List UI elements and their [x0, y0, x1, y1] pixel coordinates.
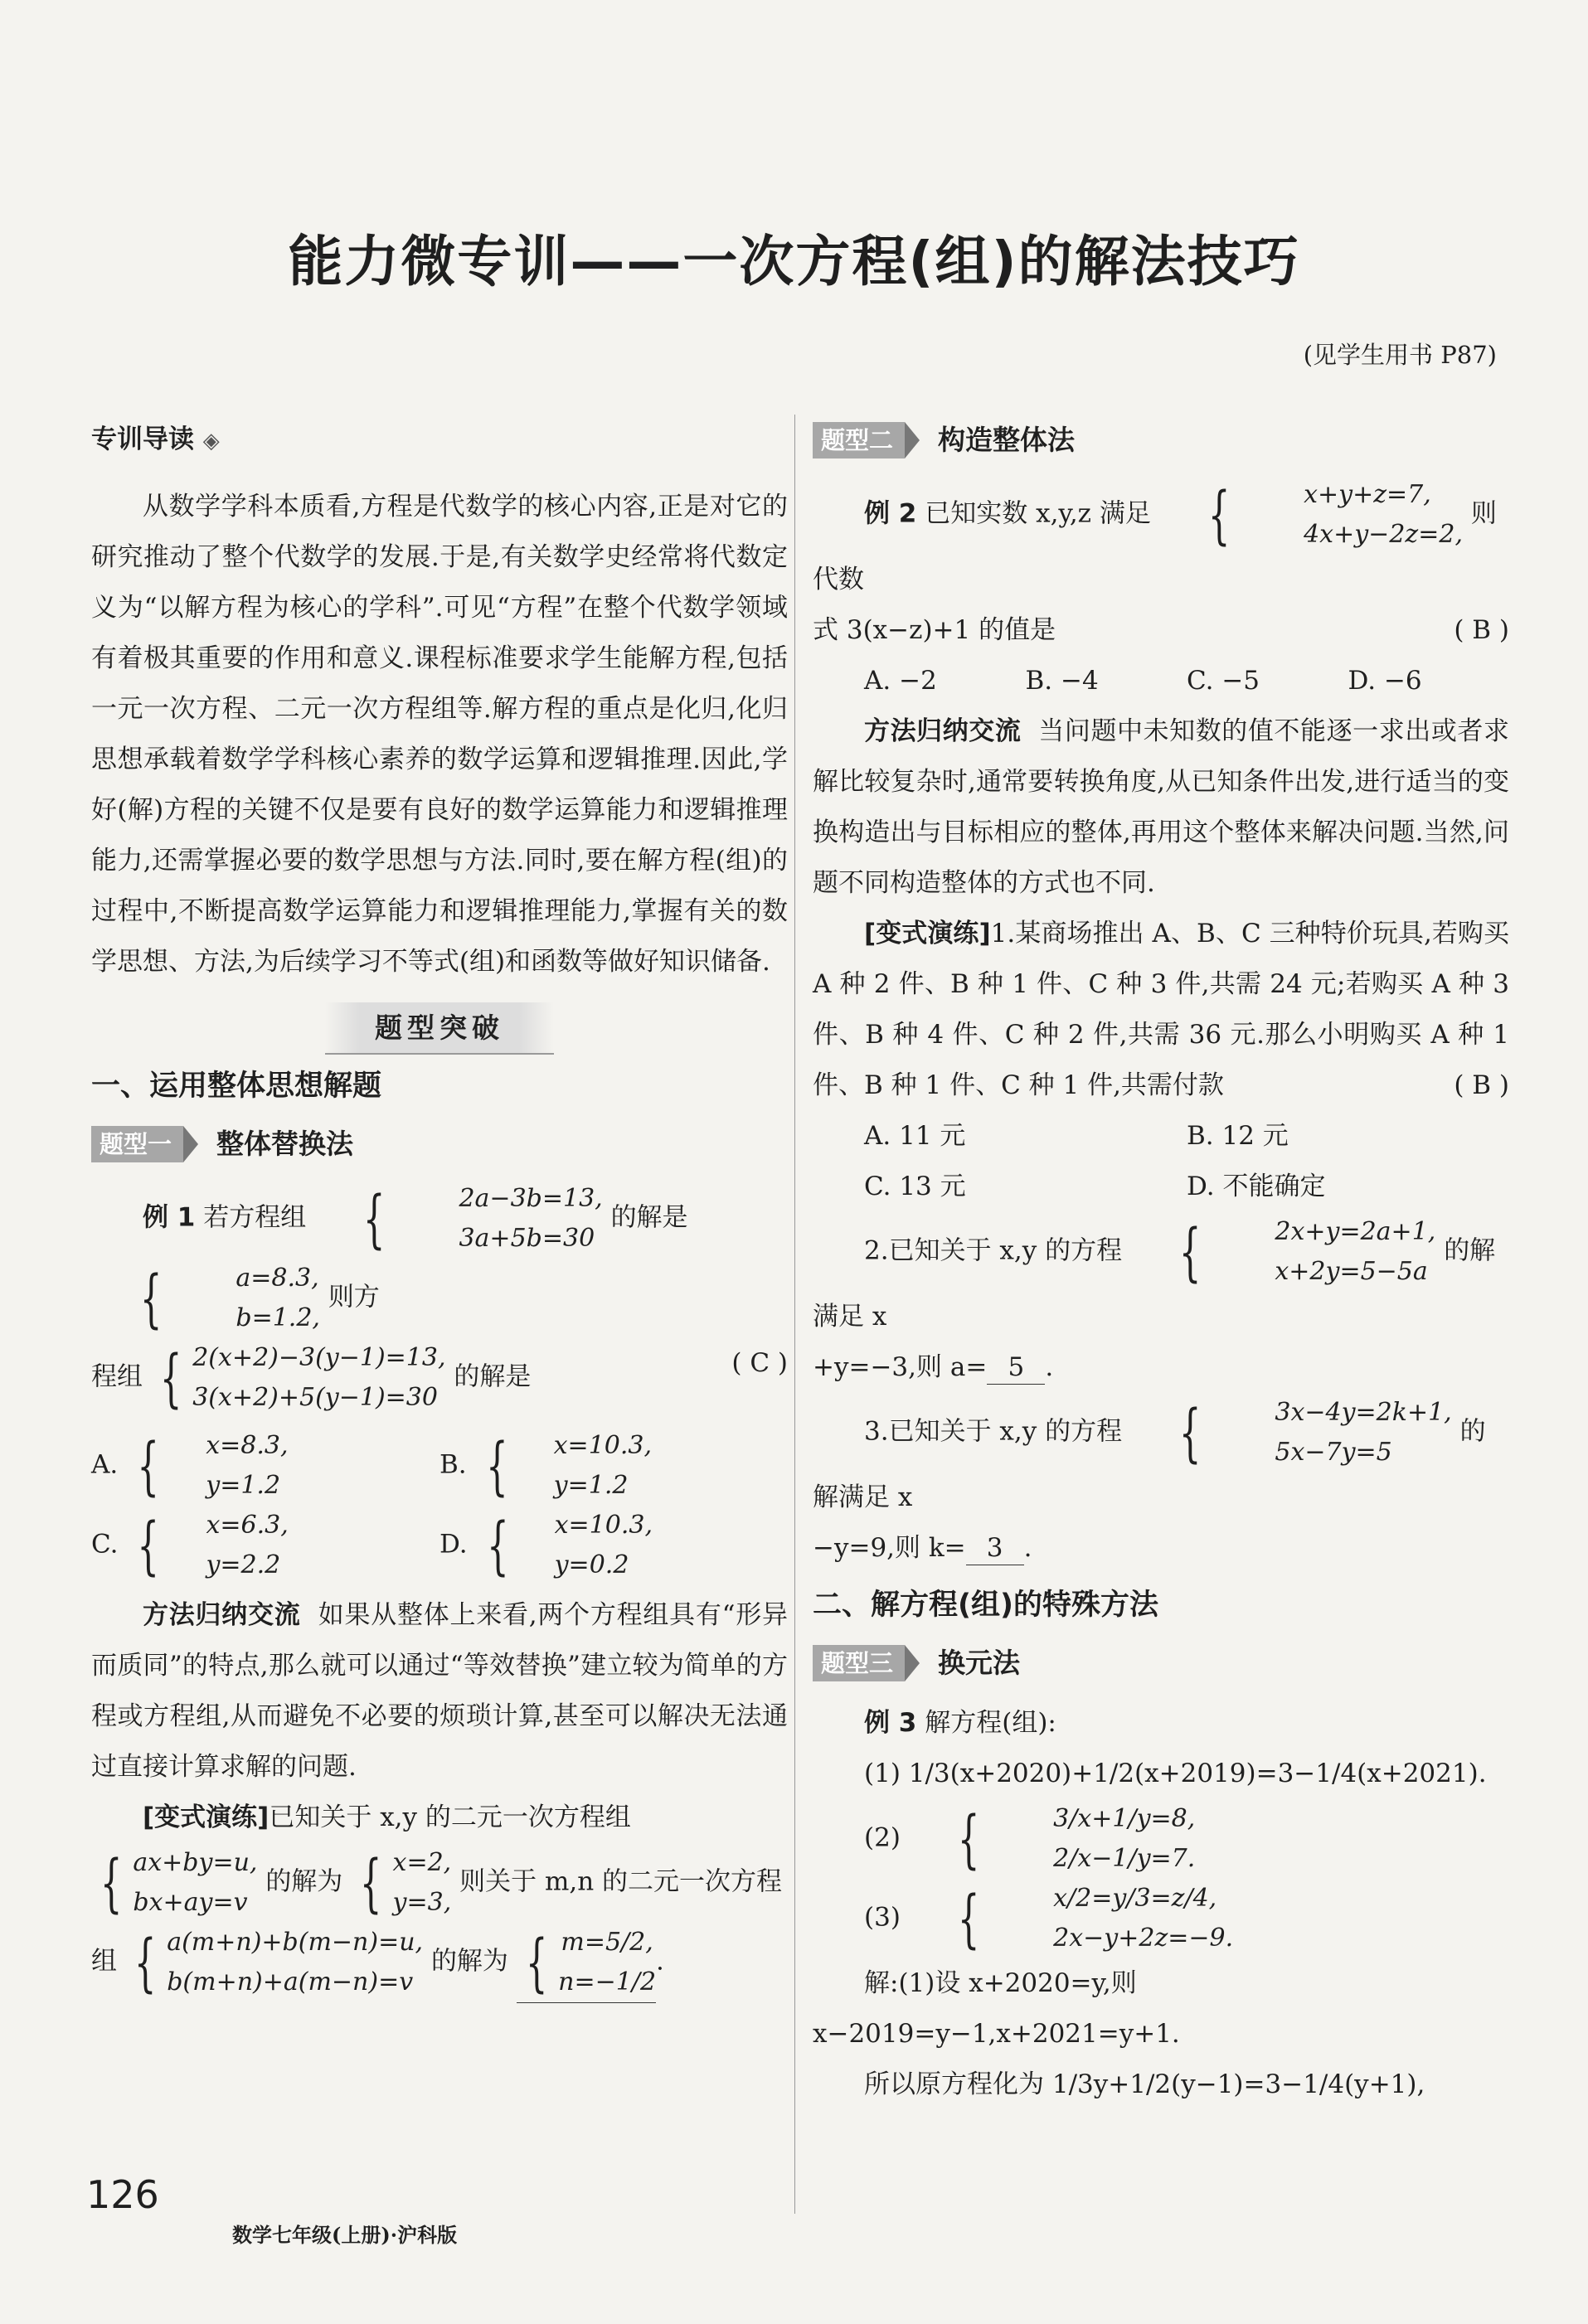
- choice-d: D. { x=10.3, y=0.2: [439, 1508, 653, 1582]
- equation-system: { 2x+y=2a+1, x+2y=5−5a: [1178, 1215, 1436, 1288]
- method-label: 方法归纳交流: [864, 716, 1022, 746]
- choice-d: D. −6: [1348, 666, 1422, 696]
- variant-text: 的解为: [265, 1866, 343, 1897]
- example-text: 若方程组: [203, 1202, 307, 1233]
- left-column: [91, 415, 788, 2003]
- example-text: 程组: [91, 1361, 143, 1392]
- question-3-text: 3.已知关于 x,y 的方程: [864, 1416, 1123, 1447]
- example-text: 式 3(x−z)+1 的值是: [813, 615, 1056, 645]
- example-text: 的解是: [610, 1202, 688, 1233]
- answer-blank: { m=5/2, n=−1/2: [517, 1923, 656, 2003]
- choice-b: B. { x=10.3, y=1.2: [439, 1429, 653, 1502]
- example-text: 则代数: [813, 498, 1497, 594]
- question-2-text: 2.已知关于 x,y 的方程: [864, 1235, 1123, 1266]
- equation-system: { 2a−3b=13, 3a+5b=30: [363, 1181, 603, 1255]
- answer-blank: 3: [966, 1531, 1024, 1565]
- column-divider: [794, 415, 795, 2214]
- footer-book-title: 数学七年级(上册)·沪科版: [232, 2223, 458, 2247]
- equation-system: { 3x−4y=2k+1, 5x−7y=5: [1178, 1395, 1452, 1469]
- choice-c: C. −5: [1187, 666, 1260, 696]
- variant-text: 的解为: [430, 1946, 508, 1977]
- variant-text: 组: [91, 1946, 117, 1977]
- example-text: 解方程(组):: [925, 1708, 1056, 1738]
- choices: [813, 656, 1509, 706]
- part-2-label: (2): [864, 1822, 901, 1853]
- choice-a: A. −2: [864, 666, 937, 696]
- equation-system: { x=2, y=3,: [360, 1846, 452, 1919]
- choice-b: B. −4: [1025, 666, 1099, 696]
- method-label: 方法归纳交流: [143, 1600, 301, 1630]
- question-3-text: −y=9,则 k=: [813, 1533, 966, 1563]
- equation-system: { ax+by=u, bx+ay=v: [100, 1846, 258, 1919]
- type-heading-1: [91, 1118, 788, 1169]
- source-reference: (见学生用书 P87): [1303, 341, 1497, 369]
- equation-system: { x+y+z=7, 4x+y−2z=2,: [1207, 478, 1463, 551]
- answer-mark: ( C ): [731, 1348, 788, 1378]
- example-label: 例 2: [864, 498, 917, 529]
- page-title: 能力微专训——一次方程(组)的解法技巧: [288, 230, 1300, 294]
- part-3-label: (3): [864, 1902, 901, 1933]
- method-summary-2: [813, 706, 1509, 909]
- section-banner: [91, 1002, 788, 1055]
- type-name-3: 换元法: [938, 1647, 1021, 1679]
- type-tag-1: 题型一: [91, 1126, 183, 1162]
- example-text: 则方: [328, 1282, 380, 1312]
- right-column: [813, 415, 1509, 2110]
- example-1: [91, 1179, 788, 1585]
- page-number: 126: [86, 2172, 159, 2217]
- type-heading-2: [813, 415, 1509, 465]
- question-2-text: 的解满足 x: [813, 1235, 1496, 1332]
- choice-b: B. 12 元: [1187, 1121, 1289, 1151]
- example-label: 例 3: [864, 1708, 917, 1738]
- variant-text: 已知关于 x,y 的二元一次方程组: [269, 1802, 631, 1832]
- method-text: 如果从整体上来看,两个方程组具有“形异而质同”的特点,那么就可以通过“等效替换”建立较为简单的方程或方程组,从而避免不必要的烦琐计算,甚至可以解决无法通过直接计算求解的问题.: [91, 1600, 789, 1782]
- type-name-2: 构造整体法: [938, 424, 1076, 456]
- method-text: 当问题中未知数的值不能逐一求出或者求解比较复杂时,通常要转换角度,从已知条件出发,进行适当的变换构造出与目标相应的整体,再用这个整体来解决问题.当然,问题不同构造整体的方式也不同.: [813, 716, 1510, 898]
- guide-label: 专训导读: [91, 425, 194, 454]
- variant-label: [变式演练]: [864, 919, 991, 949]
- equation-system: { 2(x+2)−3(y−1)=13, 3(x+2)+5(y−1)=30: [159, 1341, 446, 1414]
- choice-a: A. 11 元: [864, 1121, 966, 1151]
- part-1: (1) 1/3(x+2020)+1/2(x+2019)=3−1/4(x+2021).: [864, 1759, 1487, 1788]
- solution-line-1: 解:(1)设 x+2020=y,则 x−2019=y−1,x+2021=y+1.: [813, 1968, 1180, 2049]
- example-2: [813, 475, 1509, 706]
- question-2-text: +y=−3,则 a=: [813, 1352, 988, 1382]
- question-3-text: 的解满足 x: [813, 1416, 1486, 1512]
- example-text: 的解是: [454, 1361, 532, 1392]
- method-summary-1: [91, 1590, 788, 1793]
- question-1-text: 1.某商场推出 A、B、C 三种特价玩具,若购买 A 种 2 件、B 种 1 件、C 种 3 件,共需 24 元;若购买 A 种 3 件、B 种 4 件、C 种 2 件,共需 36 元.那么小明购买 A 种 1 件、B 种 1 件、C 种 1 件,共需付款: [813, 919, 1509, 1100]
- diamond-arrow-icon: ◈: [202, 429, 220, 454]
- example-text: 已知实数 x,y,z 满足: [925, 498, 1151, 529]
- choice-a: A. { x=8.3, y=1.2: [91, 1429, 289, 1502]
- type-tag-2: 题型二: [813, 422, 905, 458]
- answer-mark: ( B ): [1454, 1070, 1509, 1100]
- answer-blank: 5: [987, 1351, 1045, 1385]
- solution-line-2: 所以原方程化为 1/3y+1/2(y−1)=3−1/4(y+1),: [864, 2069, 1425, 2099]
- variant-exercise-1: [变式演练]已知关于 x,y 的二元一次方程组 { ax+by=u, bx+ay=v 的解为 { x=2, y=3, 则关于 m,n 的二元一次方程 组 { a(m+n)+b(m−n)=u, b(m+n)+a(m−n)=v 的解为 { m=5/2, n=−1/2 .: [91, 1793, 788, 2003]
- choice-c: C. { x=6.3, y=2.2: [91, 1508, 289, 1582]
- banner-text: 题型突破: [325, 1002, 554, 1055]
- example-label: 例 1: [143, 1202, 196, 1233]
- equation-system: { x/2=y/3=z/4, 2x−y+2z=−9.: [957, 1881, 1234, 1955]
- answer-mark: ( B ): [1454, 615, 1509, 645]
- section-heading-1: 一、运用整体思想解题: [91, 1070, 382, 1103]
- guide-text: 从数学学科本质看,方程是代数学的核心内容,正是对它的研究推动了整个代数学的发展.于是,有关数学史经常将代数定义为“以解方程为核心的学科”.可见“方程”在整个代数学领域有着极其重要的作用和意义.课程标准要求学生能解方程,包括一元一次方程、二元一次方程组等.解方程的重点是化归,化归思想承载着数学学科核心素养的数学运算和逻辑推理.因此,学好(解)方程的关键不仅是要有良好的数学运算能力和逻辑推理能力,还需掌握必要的数学思想与方法.同时,要在解方程(组)的过程中,不断提高数学运算能力和逻辑推理能力,掌握有关的数学思想、方法,为后续学习不等式(组)和函数等做好知识储备.: [91, 492, 788, 977]
- variant-exercise-2: [变式演练]1.某商场推出 A、B、C 三种特价玩具,若购买 A 种 2 件、B 种 1 件、C 种 3 件,共需 24 元;若购买 A 种 3 件、B 种 4 件、C 种 2 件,共需 36 元.那么小明购买 A 种 1 件、B 种 1 件、C 种 1 件,共需付款 ( B ) A. 11 元 B. 12 元 C. 13 元 D. 不能确定 2.已知关于 x,y 的方程 { 2x+y=2a+1, x+2y=5−5a 的解满足 x +y=−3,则 a= 5 . 3.已知关于 x,y 的方程 { 3x−4y=2k+1, 5x−7y=5 的解满足 x −y=9,则 k= 3 .: [813, 909, 1509, 1574]
- variant-text: 则关于 m,n 的二元一次方程: [459, 1866, 783, 1897]
- section-heading-2: 二、解方程(组)的特殊方法: [813, 1589, 1158, 1622]
- type-heading-3: [813, 1637, 1509, 1688]
- equation-system: { a=8.3, b=1.2,: [139, 1261, 320, 1335]
- equation-system: { a(m+n)+b(m−n)=u, b(m+n)+a(m−n)=v: [134, 1925, 424, 1999]
- choices: [813, 1111, 1509, 1212]
- choice-d: D. 不能确定: [1187, 1172, 1326, 1201]
- type-name-1: 整体替换法: [216, 1128, 354, 1160]
- example-3: [813, 1698, 1509, 2110]
- type-tag-3: 题型三: [813, 1645, 905, 1681]
- guide-heading: [91, 415, 788, 467]
- variant-label: [变式演练]: [143, 1802, 270, 1832]
- choice-c: C. 13 元: [864, 1172, 966, 1201]
- equation-system: { 3/x+1/y=8, 2/x−1/y=7.: [957, 1802, 1196, 1875]
- choices: [91, 1426, 788, 1585]
